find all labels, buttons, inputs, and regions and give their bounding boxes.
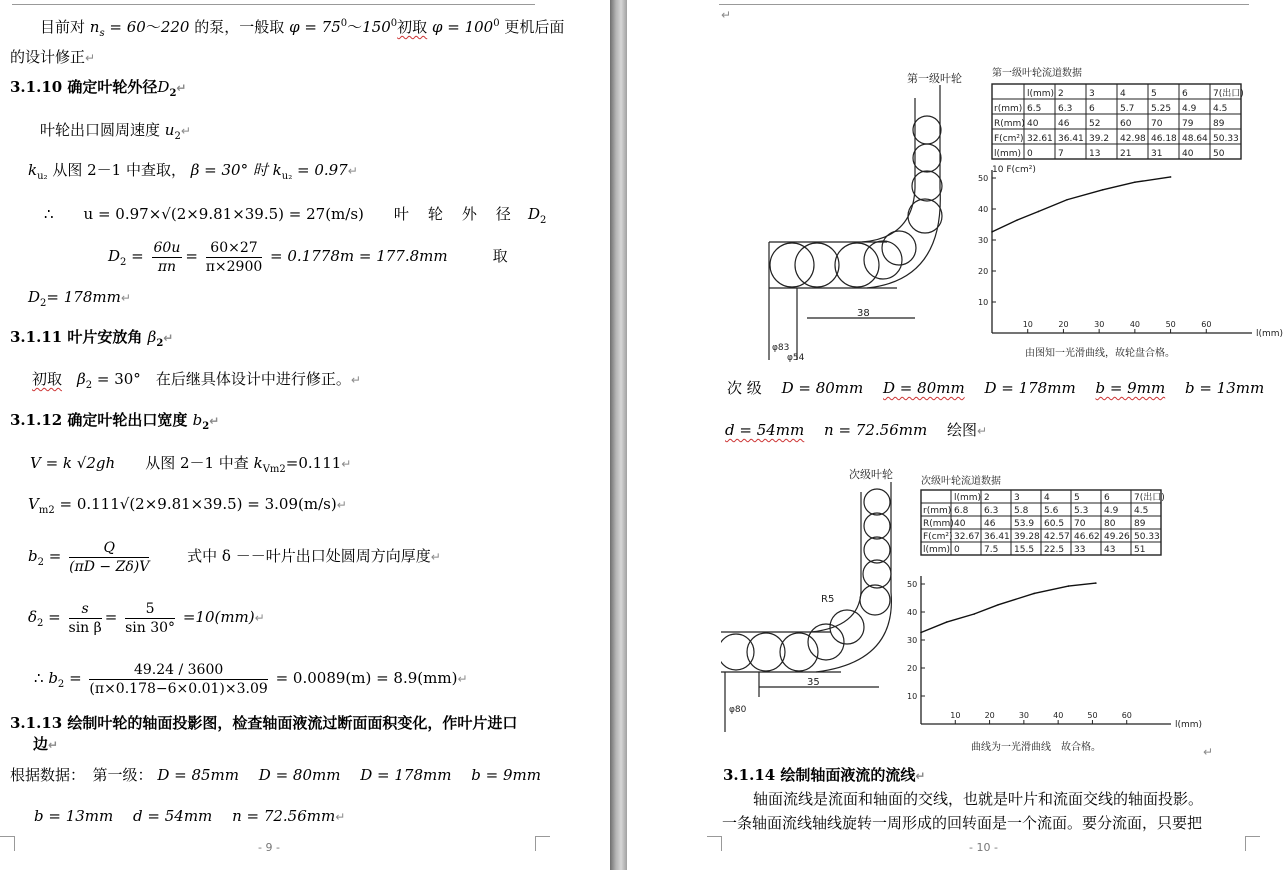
section-heading: 3.1.10 确定叶轮外径$D_2↵$ [10, 78, 187, 99]
table-cell: 51 [1134, 545, 1146, 555]
x-tick-label: 30 [1094, 320, 1105, 329]
page-number: - 10 - [969, 841, 998, 854]
table-cell: 15.5 [1014, 545, 1035, 555]
table-cell: 7(出口) [1134, 493, 1165, 503]
table-cell: 89 [1213, 119, 1225, 129]
data-line: 次 级 D = 80mm D = 80mm D = 178mm b = 9mm b = 13mm [727, 379, 1265, 397]
table-cell: 4.9 [1182, 104, 1197, 114]
header-rule [12, 4, 535, 5]
table-cell: 6.3 [1058, 104, 1073, 114]
table-cell: R(mm) [923, 519, 954, 529]
table-cell: 40 [1027, 119, 1039, 129]
y-tick-label: 20 [907, 664, 918, 673]
data-point [1068, 585, 1070, 587]
data-point [1066, 199, 1068, 201]
equation-line: $V_{m2} = 0.111√(2\times 9.81\times 39.5)$ = 3.09(m/s)↵ [28, 495, 347, 516]
equation-line: $D_2=$ 178mm↵ [28, 288, 131, 309]
x-tick-label: 60 [1121, 711, 1132, 720]
y-tick-label: 40 [907, 608, 918, 617]
table-cell: 36.41 [1058, 134, 1084, 144]
x-tick-label: 10 [1022, 320, 1033, 329]
table-cell: F(cm²) [994, 134, 1024, 144]
fig1-chart [978, 170, 1283, 339]
data-point [973, 613, 975, 615]
table-cell: 46.62 [1074, 532, 1100, 542]
y-tick-label: 50 [978, 174, 989, 183]
table-cell: 52 [1089, 119, 1101, 129]
data-point [1170, 176, 1172, 178]
table-cell: 50.33 [1134, 532, 1160, 542]
table-cell: 50.33 [1213, 134, 1239, 144]
y-tick-label: 20 [978, 267, 989, 276]
table-cell: l(mm) [1027, 89, 1055, 99]
table-cell: R(mm) [994, 119, 1025, 129]
table-cell: 5.3 [1074, 506, 1089, 516]
table-cell: 5.25 [1151, 104, 1172, 114]
table-cell: 60 [1120, 119, 1132, 129]
data-point [991, 231, 993, 233]
table-cell: 70 [1151, 119, 1163, 129]
table-cell: 0 [954, 545, 960, 555]
y-tick-label: 30 [978, 236, 989, 245]
equation-line: V = k √2gh 从图 2－1 中查 $k_{Vm2}=0.111↵$ [30, 454, 352, 475]
table-cell: 7.5 [984, 545, 999, 555]
table-cell: 32.67 [954, 532, 980, 542]
table-cell: 3 [1014, 493, 1020, 503]
table-cell: 60.5 [1044, 519, 1065, 529]
data-point [1134, 181, 1136, 183]
margin-corner [0, 836, 15, 851]
table-cell: 39.28 [1014, 532, 1040, 542]
paragraph-line: 一条轴面流线轴线旋转一周形成的回转面是一个流面。要分流面，只要把 [722, 814, 1203, 832]
x-tick-label: 50 [1087, 711, 1098, 720]
document-page-10 [627, 0, 1285, 870]
fig1-dim: 38 [857, 308, 870, 319]
table-cell: 42.57 [1044, 532, 1070, 542]
fig2-table [921, 490, 1165, 555]
fig1-caption: 由图知一光滑曲线，故轮盘合格。 [1025, 348, 1175, 359]
table-cell: 46 [1058, 119, 1070, 129]
fig1-dim: φ54 [787, 353, 805, 363]
table-cell: r(mm) [923, 506, 952, 516]
x-axis-label: l(mm) [1256, 329, 1284, 339]
paragraph-line: 轴面流线是流面和轴面的交线，也就是叶片和流面交线的轴面投影。 [753, 790, 1204, 808]
section-heading-cont: 边↵ [33, 735, 59, 753]
y-tick-label: 30 [907, 636, 918, 645]
data-point [1102, 189, 1104, 191]
table-cell: 5.8 [1014, 506, 1029, 516]
data-line: b = 13mm d = 54mm n = 72.56mm↵ [34, 807, 346, 825]
margin-corner [707, 836, 722, 851]
paragraph-mark: ↵ [1203, 745, 1214, 759]
table-cell: 4 [1120, 89, 1126, 99]
fig1-table-title: 第一级叶轮流道数据 [992, 68, 1082, 79]
table-cell: 2 [984, 493, 990, 503]
y-tick-label: 50 [907, 580, 918, 589]
data-point [920, 632, 922, 634]
x-tick-label: 20 [984, 711, 995, 720]
x-tick-label: 40 [1053, 711, 1064, 720]
table-cell: 33 [1074, 545, 1086, 555]
fig2-title-left: 次级叶轮 [849, 468, 893, 481]
page-gutter [610, 0, 627, 870]
equation-line: $b_2$ = $\frac{Q}{(\pi D - Z\delta)V}$ 式中 δ －－叶片出口处圆周方向厚度↵ [28, 539, 441, 575]
table-cell: 40 [1182, 149, 1194, 159]
table-cell: l(mm) [954, 493, 982, 503]
page-number: - 9 - [258, 841, 280, 854]
table-cell: 6.5 [1027, 104, 1042, 114]
paragraph-line: $k_{u_2}$ 从图 2－1 中查取， β = 30° 时 $k_{u_2}$ = 0.97↵ [28, 161, 358, 182]
table-cell: 4.5 [1134, 506, 1149, 516]
paragraph-line: 的设计修正↵ [10, 48, 96, 66]
x-tick-label: 60 [1201, 320, 1212, 329]
data-point [997, 604, 999, 606]
series-line [992, 177, 1171, 232]
table-cell: 53.9 [1014, 519, 1035, 529]
table-cell: 31 [1151, 149, 1163, 159]
table-cell: 3 [1089, 89, 1095, 99]
fig2-chart [907, 576, 1202, 730]
figure-1-drawing [767, 60, 1285, 370]
table-cell: 48.64 [1182, 134, 1208, 144]
equation-line: $\delta_2$ = $\frac{s}{\text{sin β}}$ = $\frac{5}{\sin 30^\circ}$ =10(mm)↵ [28, 600, 265, 636]
margin-corner [535, 836, 550, 851]
table-cell: 4.9 [1104, 506, 1119, 516]
table-cell: 22.5 [1044, 545, 1065, 555]
table-cell: 6.8 [954, 506, 969, 516]
margin-corner [1245, 836, 1260, 851]
table-cell: 6.3 [984, 506, 999, 516]
table-cell: 5.6 [1044, 506, 1059, 516]
table-cell: 5.7 [1120, 104, 1135, 114]
x-tick-label: 30 [1018, 711, 1030, 720]
table-cell: 4 [1044, 493, 1050, 503]
table-cell: 13 [1089, 149, 1101, 159]
table-cell: r(mm) [994, 104, 1023, 114]
table-cell: l(mm) [923, 545, 951, 555]
table-cell: 21 [1120, 149, 1132, 159]
table-cell: 5 [1074, 493, 1080, 503]
table-cell: 89 [1134, 519, 1146, 529]
table-cell: 39.2 [1089, 134, 1110, 144]
table-cell: 2 [1058, 89, 1064, 99]
y-tick-label: 10 [907, 692, 918, 701]
table-cell: 42.98 [1120, 134, 1146, 144]
table-cell: 6 [1182, 89, 1188, 99]
section-heading: 3.1.11 叶片安放角 $\beta_2↵$ [10, 328, 174, 349]
equation-line: ∴ u = 0.97×√(2×9.81×39.5) = 27(m/s) 叶 轮 外 径 $D_2$ [44, 205, 547, 226]
section-heading: 3.1.14 绘制轴面液流的流线↵ [723, 766, 926, 784]
data-point [1095, 582, 1097, 584]
equation-line: ∴ $b_2$ = $\frac{49.24 / 3600}{(\pi\times 0.178-6\times 0.01)\times 3.09}$ = 0.0089(m) = 8.9(mm)↵ [34, 661, 468, 697]
fig1-dim: φ83 [772, 343, 790, 353]
section-heading: 3.1.13 绘制叶轮的轴面投影图，检查轴面液流过断面面积变化，作叶片进口 [10, 714, 518, 732]
table-cell: 6 [1089, 104, 1095, 114]
table-cell: F(cm²) [923, 532, 953, 542]
table-cell: 6 [1104, 493, 1110, 503]
data-point [1033, 593, 1035, 595]
x-tick-label: 50 [1165, 320, 1176, 329]
table-cell: 43 [1104, 545, 1116, 555]
table-cell: 46 [984, 519, 996, 529]
fig2-dim: 35 [807, 677, 820, 688]
data-point [1016, 219, 1018, 221]
header-rule [719, 4, 1249, 5]
table-cell: 4.5 [1213, 104, 1228, 114]
table-cell: 46.18 [1151, 134, 1177, 144]
equation-line: $D_2$ = $\frac{60u}{\pi n}$ = $\frac{60\times 27}{\pi\times 2900}$ = 0.1778m = 177.8mm 取 [108, 239, 508, 275]
x-tick-label: 20 [1058, 320, 1069, 329]
x-axis-label: l(mm) [1175, 720, 1203, 730]
table-cell: 5 [1151, 89, 1157, 99]
table-cell: 40 [954, 519, 966, 529]
fig2-table-title: 次级叶轮流道数据 [921, 476, 1001, 487]
x-tick-label: 10 [950, 711, 961, 720]
table-cell: 70 [1074, 519, 1086, 529]
figure-2-drawing [721, 462, 1281, 762]
paragraph-mark: ↵ [721, 8, 732, 22]
fig1-ylabel: 10 F(cm²) [992, 165, 1036, 175]
document-page-9 [0, 0, 610, 870]
section-heading: 3.1.12 确定叶轮出口宽度 $b_2↵$ [10, 411, 220, 432]
table-cell: 0 [1027, 149, 1033, 159]
paragraph-line: 叶轮出口圆周速度 $u_2↵$ [40, 121, 191, 142]
series-line [921, 583, 1096, 632]
table-cell: 32.61 [1027, 134, 1053, 144]
table-cell: l(mm) [994, 149, 1022, 159]
x-tick-label: 40 [1129, 320, 1141, 329]
table-cell: 79 [1182, 119, 1194, 129]
fig1-table [992, 84, 1244, 159]
table-cell: 80 [1104, 519, 1116, 529]
paragraph-line: 初取 $\beta_2 = 30^\circ$ 在后继具体设计中进行修正。↵ [32, 370, 361, 391]
fig2-caption: 曲线为一光滑曲线 故合格。 [971, 742, 1101, 753]
table-cell: 7(出口) [1213, 89, 1244, 99]
y-tick-label: 10 [978, 298, 989, 307]
fig1-title-left: 第一级叶轮 [907, 72, 962, 85]
table-cell: 36.41 [984, 532, 1010, 542]
fig2-dim: R5 [821, 594, 835, 605]
table-cell: 50 [1213, 149, 1225, 159]
data-line: d = 54mm n = 72.56mm 绘图↵ [725, 421, 988, 439]
data-line: 根据数据： 第一级： D = 85mm D = 80mm D = 178mm b = 9mm [10, 766, 541, 784]
data-point [946, 621, 948, 623]
fig2-dim: φ80 [729, 705, 747, 715]
y-tick-label: 40 [978, 205, 989, 214]
table-cell: 7 [1058, 149, 1064, 159]
table-cell: 49.26 [1104, 532, 1130, 542]
paragraph-line: 目前对 $n_s$ = 60～220 的泵，一般取 $\varphi = 75^0\sim 150^0$初取 $\varphi = 100^0$ 更机后面 [40, 18, 565, 39]
data-point [1038, 211, 1040, 213]
